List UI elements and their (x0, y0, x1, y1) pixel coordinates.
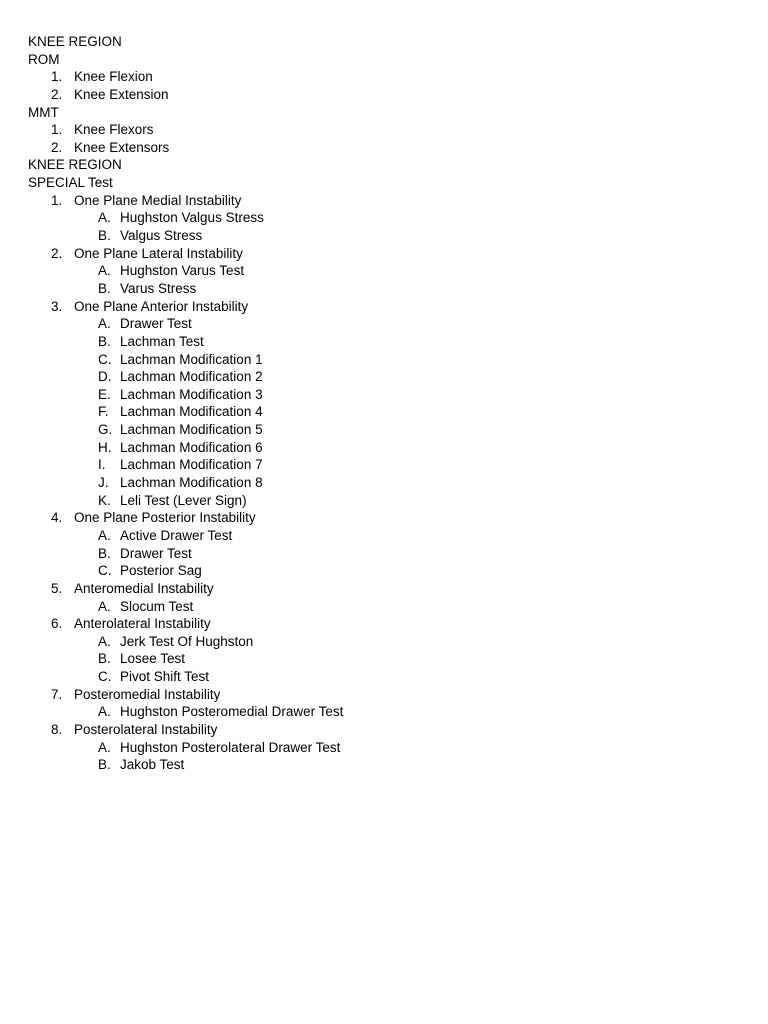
numbered-list-item (28, 192, 748, 210)
list-marker: 2. (51, 139, 63, 155)
heading-text: KNEE REGION (28, 34, 122, 49)
lettered-sub-item (28, 668, 748, 686)
item-text: Leli Test (Lever Sign) (120, 492, 247, 508)
item-text: Anteromedial Instability (74, 580, 214, 596)
item-text: Lachman Modification 6 (120, 439, 263, 455)
lettered-sub-item (28, 227, 748, 245)
lettered-sub-item (28, 315, 748, 333)
lettered-sub-item (28, 262, 748, 280)
list-marker: 1. (51, 69, 63, 85)
list-marker: A. (98, 598, 111, 614)
lettered-sub-item (28, 368, 748, 386)
numbered-list-item (28, 615, 748, 633)
item-text: Varus Stress (120, 280, 197, 296)
list-marker: K. (98, 492, 111, 508)
item-text: Drawer Test (120, 316, 192, 332)
list-marker: 1. (51, 122, 63, 138)
numbered-list-item (28, 245, 748, 263)
list-marker: B. (98, 333, 111, 349)
lettered-sub-item (28, 650, 748, 668)
item-text: Lachman Modification 5 (120, 422, 263, 438)
list-marker: 2. (51, 86, 63, 102)
lettered-sub-item (28, 598, 748, 616)
list-marker: 2. (51, 245, 63, 261)
lettered-sub-item (28, 633, 748, 651)
lettered-sub-item (28, 545, 748, 563)
list-marker: 5. (51, 580, 63, 596)
section-heading (28, 51, 748, 69)
lettered-sub-item (28, 351, 748, 369)
lettered-sub-item (28, 703, 748, 721)
list-marker: F. (98, 404, 109, 420)
list-marker: B. (98, 280, 111, 296)
lettered-sub-item (28, 280, 748, 298)
numbered-list-item (28, 68, 748, 86)
list-marker: 8. (51, 721, 63, 737)
item-text: Posteromedial Instability (74, 686, 221, 702)
item-text: Hughston Valgus Stress (120, 210, 264, 226)
item-text: Lachman Test (120, 333, 204, 349)
lettered-sub-item (28, 739, 748, 757)
numbered-list-item (28, 121, 748, 139)
list-marker: E. (98, 386, 111, 402)
list-marker: 7. (51, 686, 63, 702)
section-heading (28, 156, 748, 174)
numbered-list-item (28, 298, 748, 316)
item-text: One Plane Posterior Instability (74, 510, 256, 526)
lettered-sub-item (28, 456, 748, 474)
item-text: Lachman Modification 8 (120, 475, 263, 491)
heading-text: KNEE REGION (28, 157, 122, 173)
list-marker: A. (98, 739, 111, 755)
item-text: Drawer Test (120, 545, 192, 561)
item-text: Knee Flexion (74, 69, 153, 85)
list-marker: A. (98, 527, 111, 543)
item-text: Posterolateral Instability (74, 721, 218, 737)
numbered-list-item (28, 509, 748, 527)
item-text: One Plane Anterior Instability (74, 298, 249, 314)
lettered-sub-item (28, 333, 748, 351)
lettered-sub-item (28, 439, 748, 457)
item-text: Anterolateral Instability (74, 616, 211, 632)
item-text: Pivot Shift Test (120, 669, 210, 685)
lettered-sub-item (28, 474, 748, 492)
numbered-list-item (28, 139, 748, 157)
list-marker: 1. (51, 192, 63, 208)
numbered-list-item (28, 86, 748, 104)
item-text: Lachman Modification 7 (120, 457, 263, 473)
item-text: Hughston Varus Test (120, 263, 245, 279)
list-marker: H. (98, 439, 112, 455)
item-text: Lachman Modification 3 (120, 386, 263, 402)
item-text: Losee Test (120, 651, 186, 667)
lettered-sub-item (28, 386, 748, 404)
list-marker: A. (98, 704, 111, 720)
item-text: Lachman Modification 4 (120, 404, 263, 420)
lettered-sub-item (28, 421, 748, 439)
list-marker: B. (98, 757, 111, 773)
item-text: Lachman Modification 1 (120, 351, 263, 367)
numbered-list-item (28, 686, 748, 704)
lettered-sub-item (28, 492, 748, 510)
item-text: Hughston Posteromedial Drawer Test (120, 704, 344, 720)
lettered-sub-item (28, 403, 748, 421)
item-text: Jakob Test (120, 757, 185, 773)
list-marker: B. (98, 228, 111, 244)
list-marker: C. (98, 351, 112, 367)
item-text: Slocum Test (120, 598, 194, 614)
item-text: One Plane Medial Instability (74, 192, 242, 208)
heading-text: ROM (28, 51, 60, 67)
lettered-sub-item (28, 209, 748, 227)
item-text: Active Drawer Test (120, 527, 233, 543)
list-marker: I. (98, 457, 106, 473)
list-marker: 4. (51, 510, 63, 526)
item-text: Knee Extension (74, 86, 169, 102)
list-marker: B. (98, 545, 111, 561)
item-text: Knee Flexors (74, 122, 154, 138)
list-marker: G. (98, 422, 113, 438)
list-marker: 6. (51, 616, 63, 632)
list-marker: C. (98, 669, 112, 685)
document-body (28, 33, 748, 774)
list-marker: A. (98, 316, 111, 332)
list-marker: A. (98, 263, 111, 279)
item-text: Knee Extensors (74, 139, 170, 155)
item-text: Hughston Posterolateral Drawer Test (120, 739, 341, 755)
lettered-sub-item (28, 562, 748, 580)
list-marker: D. (98, 369, 112, 385)
list-marker: A. (98, 210, 111, 226)
item-text: Lachman Modification 2 (120, 369, 263, 385)
list-marker: J. (98, 475, 109, 491)
item-text: Valgus Stress (120, 228, 203, 244)
section-heading (28, 174, 748, 192)
heading-text: MMT (28, 104, 59, 120)
numbered-list-item (28, 580, 748, 598)
item-text: One Plane Lateral Instability (74, 245, 243, 261)
list-marker: 3. (51, 298, 63, 314)
list-marker: A. (98, 633, 111, 649)
heading-text: SPECIAL Test (28, 175, 113, 191)
section-heading (28, 104, 748, 122)
item-text: Jerk Test Of Hughston (120, 633, 254, 649)
list-marker: B. (98, 651, 111, 667)
numbered-list-item (28, 721, 748, 739)
lettered-sub-item (28, 756, 748, 774)
lettered-sub-item (28, 527, 748, 545)
item-text: Posterior Sag (120, 563, 202, 579)
list-marker: C. (98, 563, 112, 579)
section-heading (28, 33, 748, 51)
